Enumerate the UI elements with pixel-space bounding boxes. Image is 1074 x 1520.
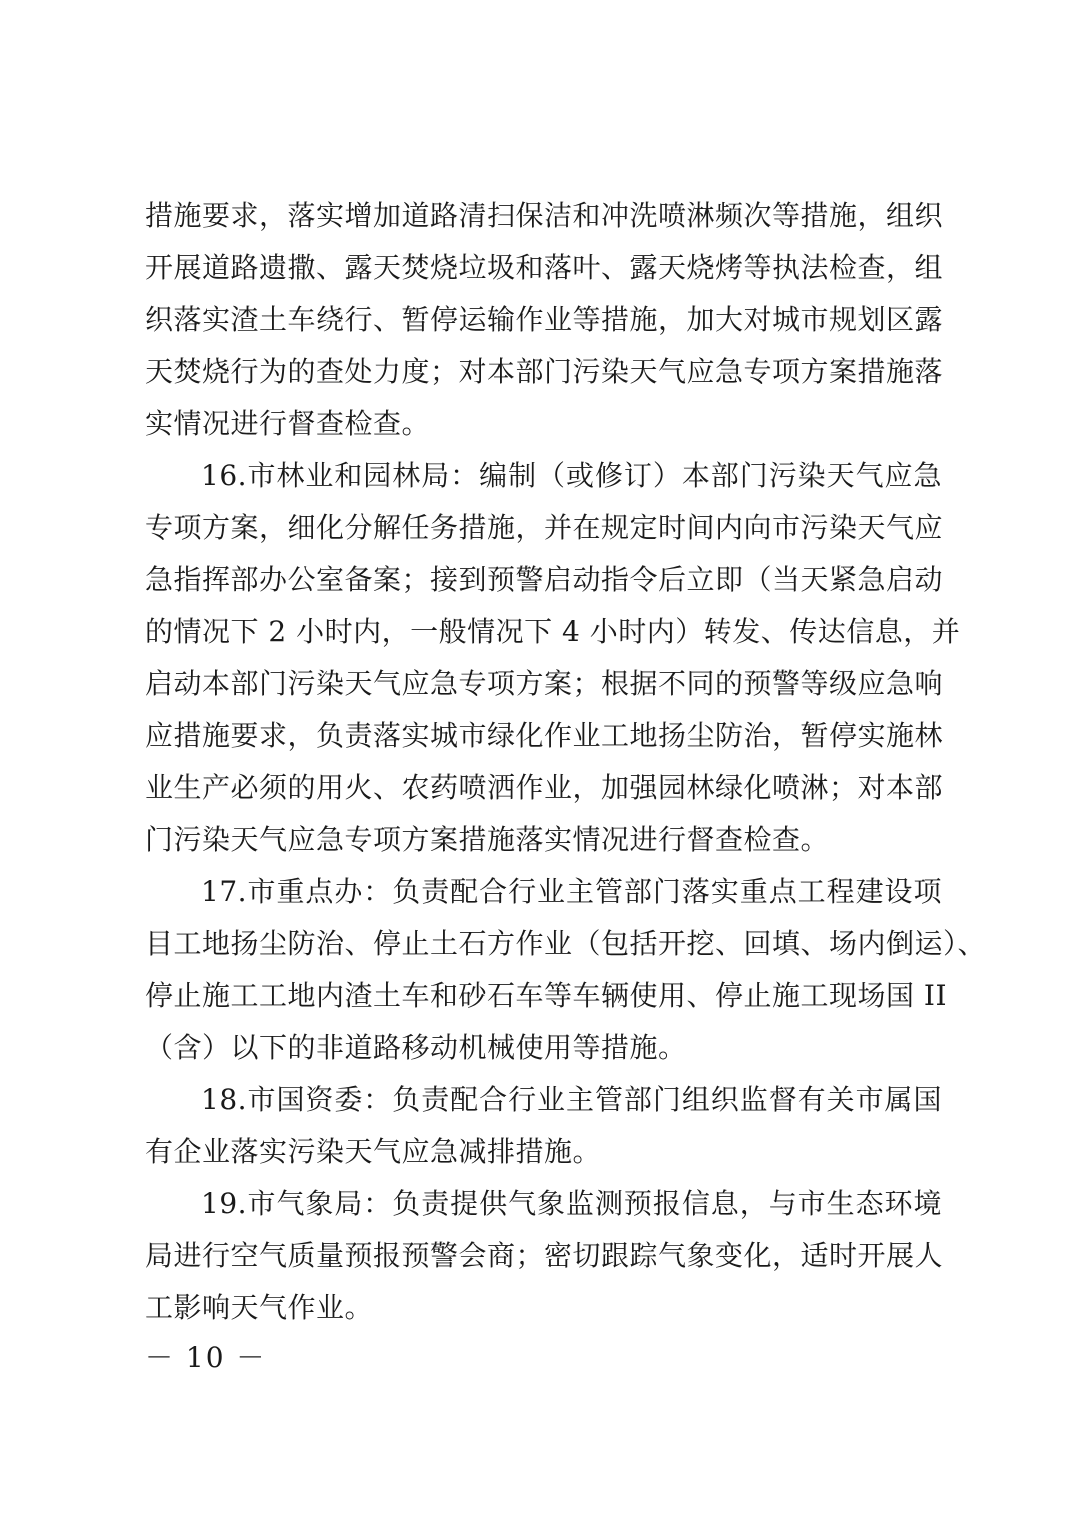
text-line: 门污染天气应急专项方案措施落实情况进行督查检查。 — [145, 823, 830, 856]
text-line: 开展道路遗撒、露天焚烧垃圾和落叶、露天烧烤等执法检查，组 — [145, 251, 944, 284]
paragraph-start-line: 19.市气象局：负责提供气象监测预报信息，与市生态环境 — [201, 1187, 942, 1220]
page-number: － 10 － — [145, 1341, 267, 1374]
text-line: 的情况下 2 小时内，一般情况下 4 小时内）转发、传达信息，并 — [145, 615, 961, 648]
text-line: 局进行空气质量预报预警会商；密切跟踪气象变化，适时开展人 — [145, 1239, 944, 1272]
text-line: 实情况进行督查检查。 — [145, 407, 431, 440]
text-line: 工影响天气作业。 — [145, 1291, 374, 1324]
paragraph-start-line: 18.市国资委：负责配合行业主管部门组织监督有关市属国 — [201, 1083, 942, 1116]
text-line: 业生产必须的用火、农药喷洒作业，加强园林绿化喷淋；对本部 — [145, 771, 944, 804]
text-line: 织落实渣土车绕行、暂停运输作业等措施，加大对城市规划区露 — [145, 303, 944, 336]
text-line: 有企业落实污染天气应急减排措施。 — [145, 1135, 602, 1168]
text-line: 专项方案，细化分解任务措施，并在规定时间内向市污染天气应 — [145, 511, 944, 544]
text-line: 急指挥部办公室备案；接到预警启动指令后立即（当天紧急启动 — [145, 563, 944, 596]
paragraph-start-line: 17.市重点办：负责配合行业主管部门落实重点工程建设项 — [201, 875, 942, 908]
text-line: 目工地扬尘防治、停止土石方作业（包括开挖、回填、场内倒运）、 — [145, 927, 987, 960]
paragraph-start-line: 16.市林业和园林局：编制（或修订）本部门污染天气应急 — [201, 459, 942, 492]
document-body — [145, 190, 987, 1334]
text-line: 天焚烧行为的查处力度；对本部门污染天气应急专项方案措施落 — [145, 355, 944, 388]
text-line: 措施要求，落实增加道路清扫保洁和冲洗喷淋频次等措施，组织 — [145, 199, 944, 232]
text-line: 启动本部门污染天气应急专项方案；根据不同的预警等级应急响 — [145, 667, 944, 700]
text-line: 停止施工工地内渣土车和砂石车等车辆使用、停止施工现场国 II — [145, 979, 948, 1012]
text-line: 应措施要求，负责落实城市绿化作业工地扬尘防治，暂停实施林 — [145, 719, 944, 752]
text-line: （含）以下的非道路移动机械使用等措施。 — [145, 1031, 687, 1064]
